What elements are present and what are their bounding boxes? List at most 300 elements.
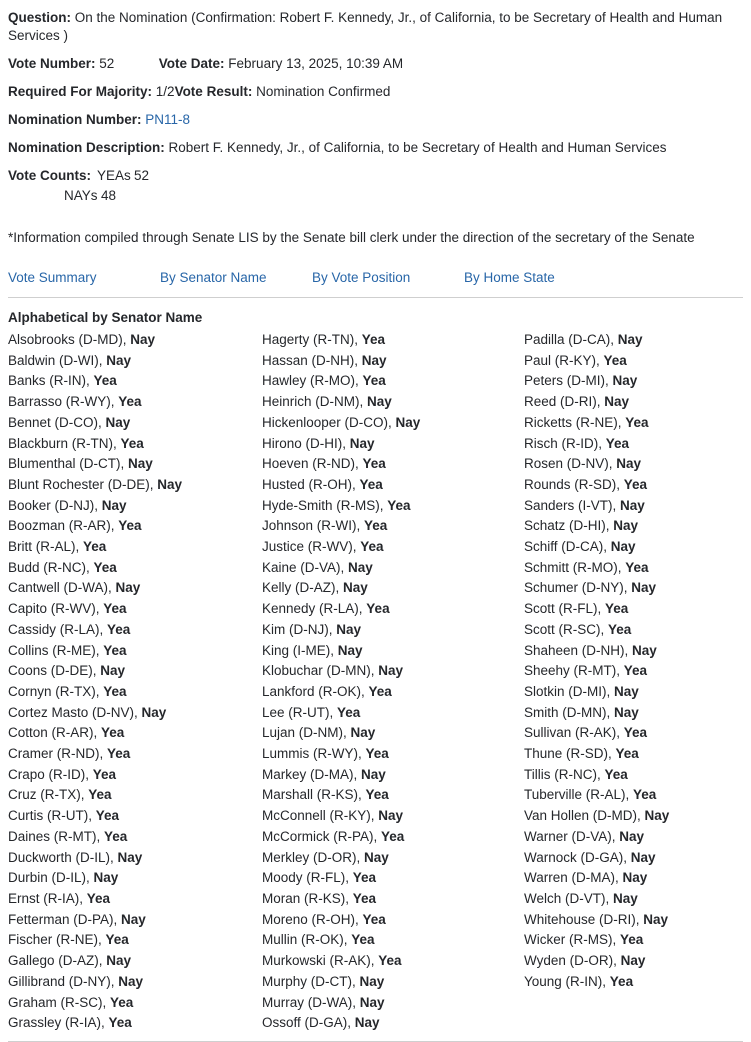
senator-name: Cramer (R-ND), xyxy=(8,746,107,762)
senator-entry xyxy=(262,330,524,351)
senator-entry xyxy=(262,868,524,889)
senator-entry xyxy=(524,744,743,765)
senator-name: Peters (D-MI), xyxy=(524,373,613,389)
senator-name: Cantwell (D-WA), xyxy=(8,580,116,596)
senator-name: Heinrich (D-NM), xyxy=(262,394,368,410)
senator-entry xyxy=(8,972,262,993)
senator-name: Schiff (D-CA), xyxy=(524,539,611,555)
senator-name: McCormick (R-PA), xyxy=(262,828,381,844)
senator-name: Boozman (R-AR), xyxy=(8,518,119,534)
senator-entry xyxy=(524,413,743,434)
vote-result-label: Vote Result: xyxy=(174,84,253,99)
senator-name: Crapo (R-ID), xyxy=(8,766,93,782)
senator-name: Wicker (R-MS), xyxy=(524,932,620,948)
senator-vote: Yea xyxy=(105,932,129,948)
senator-entry xyxy=(262,889,524,910)
senator-name: Sheehy (R-MT), xyxy=(524,663,624,679)
senator-entry xyxy=(524,682,743,703)
senator-vote: Yea xyxy=(107,746,131,762)
senator-name: Kim (D-NJ), xyxy=(262,621,337,637)
senator-vote: Nay xyxy=(361,766,386,782)
senator-entry xyxy=(524,661,743,682)
senator-name: Schatz (D-HI), xyxy=(524,518,614,534)
senator-name: Markey (D-MA), xyxy=(262,766,361,782)
senator-entry xyxy=(8,827,262,848)
senator-name: Schumer (D-NY), xyxy=(524,580,632,596)
senator-name: Blunt Rochester (D-DE), xyxy=(8,476,158,492)
senator-name: Alsobrooks (D-MD), xyxy=(8,332,131,347)
senator-entry xyxy=(262,703,524,724)
senator-entry xyxy=(8,951,262,972)
senator-vote: Yea xyxy=(378,953,402,969)
senator-entry xyxy=(524,351,743,372)
senator-vote: Nay xyxy=(361,352,387,368)
senator-vote: Nay xyxy=(612,373,638,389)
yeas-label: YEAs xyxy=(97,168,131,183)
senator-vote: Yea xyxy=(107,621,131,637)
senator-entry xyxy=(262,351,524,372)
vote-date-value: February 13, 2025, 10:39 AM xyxy=(228,56,404,71)
senator-name: Tuberville (R-AL), xyxy=(524,787,634,803)
navcell-vote-summary xyxy=(8,269,160,287)
senator-entry xyxy=(262,765,524,786)
senator-entry xyxy=(262,599,524,620)
senator-name: Banks (R-IN), xyxy=(8,373,94,389)
senator-vote: Nay xyxy=(141,704,167,720)
senator-entry xyxy=(262,434,524,455)
senator-name: Hoeven (R-ND), xyxy=(262,456,363,472)
senator-vote: Nay xyxy=(616,456,642,472)
senator-vote: Yea xyxy=(362,373,386,389)
senator-vote: Yea xyxy=(103,683,127,699)
lis-footnote: *Information compiled through Senate LIS by the Senate bill clerk under the direction of the secretary of the Senate xyxy=(8,230,695,245)
nomination-number-label: Nomination Number: xyxy=(8,112,142,127)
senator-vote: Nay xyxy=(337,642,363,658)
senator-name: Fischer (R-NE), xyxy=(8,932,106,948)
senator-vote: Nay xyxy=(343,580,368,596)
senator-entry xyxy=(8,703,262,724)
senator-name: Wyden (D-OR), xyxy=(524,953,621,969)
senator-vote: Nay xyxy=(622,870,648,886)
senator-entry xyxy=(8,1013,262,1034)
senator-name: McConnell (R-KY), xyxy=(262,808,379,824)
senator-name: Padilla (D-CA), xyxy=(524,332,618,347)
senator-name: Ricketts (R-NE), xyxy=(524,414,626,430)
senator-vote: Yea xyxy=(364,518,388,534)
senator-name: Britt (R-AL), xyxy=(8,539,84,555)
senator-entry xyxy=(524,972,743,993)
senator-entry xyxy=(262,516,524,537)
senator-name: Duckworth (D-IL), xyxy=(8,849,118,865)
senator-vote: Nay xyxy=(359,994,385,1010)
senator-vote: Yea xyxy=(365,746,389,762)
senator-vote: Yea xyxy=(619,932,644,948)
senator-entry xyxy=(8,475,262,496)
senator-vote: Nay xyxy=(349,435,375,451)
navcell-by-vote-position xyxy=(312,269,464,287)
senator-name: Barrasso (R-WY), xyxy=(8,394,119,410)
senator-entry xyxy=(524,930,743,951)
senator-vote: Yea xyxy=(103,601,127,617)
senator-entry xyxy=(262,848,524,869)
senator-entry xyxy=(262,682,524,703)
nomination-number-link[interactable]: PN11-8 xyxy=(145,112,191,127)
senator-name: Whitehouse (D-RI), xyxy=(524,911,644,927)
senator-vote: Yea xyxy=(365,787,389,803)
senator-entry xyxy=(524,951,743,972)
senator-name: Sullivan (R-AK), xyxy=(524,725,624,741)
senator-entry xyxy=(524,371,743,392)
senator-name: Warnock (D-GA), xyxy=(524,849,631,865)
senator-name: Bennet (D-CO), xyxy=(8,414,106,430)
senator-vote: Yea xyxy=(103,642,127,658)
senator-vote: Yea xyxy=(361,332,386,347)
senator-name: Murray (D-WA), xyxy=(262,994,360,1010)
senator-vote: Yea xyxy=(615,746,639,762)
senator-entry xyxy=(8,848,262,869)
senator-vote: Yea xyxy=(95,808,120,824)
senator-vote: Yea xyxy=(110,994,134,1010)
senator-vote: Yea xyxy=(352,890,377,906)
senator-vote: Yea xyxy=(603,352,627,368)
senator-vote: Nay xyxy=(105,414,131,430)
senator-vote: Yea xyxy=(623,725,648,741)
vote-summary-link[interactable]: Vote Summary xyxy=(8,270,97,285)
senator-entry xyxy=(8,351,262,372)
senator-entry xyxy=(262,1013,524,1034)
senator-entry xyxy=(8,785,262,806)
senator-entry xyxy=(8,806,262,827)
senator-entry xyxy=(8,537,262,558)
senator-name: Lankford (R-OK), xyxy=(262,683,369,699)
senator-entry xyxy=(8,993,262,1014)
senator-name: Grassley (R-IA), xyxy=(8,1015,109,1031)
senator-vote: Nay xyxy=(613,890,638,906)
vote-number-label: Vote Number: xyxy=(8,56,96,71)
senator-entry xyxy=(8,330,262,351)
vote-number-date-row xyxy=(8,55,743,73)
senator-name: Cortez Masto (D-NV), xyxy=(8,704,142,720)
senator-vote: Nay xyxy=(117,849,143,865)
senator-vote: Nay xyxy=(378,663,404,679)
navcell-by-senator-name xyxy=(160,269,312,287)
senator-name: Scott (R-FL), xyxy=(524,601,606,617)
senator-name: Paul (R-KY), xyxy=(524,352,604,368)
senator-name: Budd (R-NC), xyxy=(8,559,94,575)
senator-entry xyxy=(524,806,743,827)
senator-entry xyxy=(262,806,524,827)
senator-vote: Nay xyxy=(128,456,153,472)
senator-name: Klobuchar (D-MN), xyxy=(262,663,379,679)
senator-entry xyxy=(8,723,262,744)
vote-number-value: 52 xyxy=(99,56,115,71)
senator-vote: Yea xyxy=(86,890,111,906)
senator-entry xyxy=(262,951,524,972)
vote-counts-yeas-row xyxy=(8,167,743,185)
senator-vote: Nay xyxy=(632,642,657,658)
senator-vote: Yea xyxy=(104,828,128,844)
senator-name: Reed (D-RI), xyxy=(524,394,605,410)
nomination-description-row xyxy=(8,139,743,157)
senator-entry xyxy=(262,993,524,1014)
senator-entry xyxy=(524,434,743,455)
senator-entry xyxy=(524,516,743,537)
senator-vote: Yea xyxy=(623,663,648,679)
senator-entry xyxy=(262,972,524,993)
senator-vote: Yea xyxy=(609,973,634,989)
senator-name: Hyde-Smith (R-MS), xyxy=(262,497,388,513)
senator-vote: Yea xyxy=(362,911,386,927)
senator-name: Murkowski (R-AK), xyxy=(262,953,379,969)
senator-vote: Yea xyxy=(351,932,375,948)
senator-vote: Yea xyxy=(387,497,411,513)
yeas-count: 52 xyxy=(134,168,150,183)
senator-name: Slotkin (D-MI), xyxy=(524,683,615,699)
senator-name: Moody (R-FL), xyxy=(262,870,353,886)
senator-column-1 xyxy=(8,330,262,1034)
senator-entry xyxy=(262,827,524,848)
senator-name: Moreno (R-OH), xyxy=(262,911,363,927)
senator-vote: Nay xyxy=(115,580,141,596)
senator-entry xyxy=(262,661,524,682)
senator-vote: Nay xyxy=(336,621,362,637)
senator-entry xyxy=(8,765,262,786)
nays-count: 48 xyxy=(101,188,117,203)
senator-vote: Yea xyxy=(608,621,632,637)
by-home-state-link[interactable]: By Home State xyxy=(464,270,555,285)
senator-vote: Yea xyxy=(605,435,630,451)
senator-entry xyxy=(262,496,524,517)
senator-vote: Nay xyxy=(631,580,657,596)
senator-vote: Yea xyxy=(83,539,107,555)
senator-name: Kennedy (R-LA), xyxy=(262,601,367,617)
senator-entry xyxy=(8,454,262,475)
senator-vote: Yea xyxy=(101,725,125,741)
senator-vote: Nay xyxy=(364,849,389,865)
senator-name: Durbin (D-IL), xyxy=(8,870,94,886)
senator-vote: Yea xyxy=(337,704,361,720)
senator-vote-list xyxy=(8,330,743,1034)
senator-name: Cornyn (R-TX), xyxy=(8,683,104,699)
senator-entry xyxy=(262,392,524,413)
senator-entry xyxy=(8,413,262,434)
senator-entry xyxy=(524,723,743,744)
senator-entry xyxy=(8,661,262,682)
senator-entry xyxy=(262,723,524,744)
navcell-by-home-state xyxy=(464,269,555,287)
senator-vote: Nay xyxy=(610,539,636,555)
senator-entry xyxy=(8,682,262,703)
senator-entry xyxy=(524,475,743,496)
senator-name: Capito (R-WV), xyxy=(8,601,104,617)
senator-name: Kaine (D-VA), xyxy=(262,559,349,575)
senator-vote: Nay xyxy=(106,953,132,969)
senator-name: Lummis (R-WY), xyxy=(262,746,366,762)
senator-name: Fetterman (D-PA), xyxy=(8,911,122,927)
senator-entry xyxy=(524,620,743,641)
senator-column-2 xyxy=(262,330,524,1034)
senator-name: Cotton (R-AR), xyxy=(8,725,102,741)
senator-entry xyxy=(524,785,743,806)
senator-vote: Nay xyxy=(354,1015,380,1031)
senator-entry xyxy=(8,744,262,765)
senator-name: Booker (D-NJ), xyxy=(8,497,102,513)
senator-vote: Yea xyxy=(368,683,392,699)
senator-vote: Nay xyxy=(620,497,645,513)
senator-entry xyxy=(262,537,524,558)
senator-entry xyxy=(524,703,743,724)
senator-entry xyxy=(8,516,262,537)
senator-vote: Yea xyxy=(88,787,112,803)
senator-column-3 xyxy=(524,330,743,993)
senator-entry xyxy=(524,392,743,413)
senator-entry xyxy=(262,558,524,579)
senator-entry xyxy=(524,848,743,869)
senator-name: Blackburn (R-TN), xyxy=(8,435,121,451)
senator-entry xyxy=(524,578,743,599)
senator-name: Rounds (R-SD), xyxy=(524,476,624,492)
nomination-number-row xyxy=(8,111,743,129)
senator-vote: Nay xyxy=(93,870,119,886)
senator-entry xyxy=(524,910,743,931)
senator-name: Mullin (R-OK), xyxy=(262,932,352,948)
vote-counts-block xyxy=(8,167,743,205)
senator-name: Sanders (I-VT), xyxy=(524,497,621,513)
senator-entry xyxy=(8,620,262,641)
required-result-row xyxy=(8,83,743,101)
senator-name: Warner (D-VA), xyxy=(524,828,620,844)
senator-name: Hagerty (R-TN), xyxy=(262,332,362,347)
senator-entry xyxy=(8,392,262,413)
senator-entry xyxy=(8,558,262,579)
vote-counts-label: Vote Counts: xyxy=(8,168,91,183)
senator-name: Marshall (R-KS), xyxy=(262,787,366,803)
senator-vote: Nay xyxy=(359,973,385,989)
senator-entry xyxy=(524,827,743,848)
list-heading: Alphabetical by Senator Name xyxy=(8,310,203,325)
senator-name: Warren (D-MA), xyxy=(524,870,623,886)
senator-name: Smith (D-MN), xyxy=(524,704,614,720)
senator-name: Merkley (D-OR), xyxy=(262,849,364,865)
senator-vote: Yea xyxy=(625,559,649,575)
senator-vote: Yea xyxy=(360,539,384,555)
senator-name: Johnson (R-WI), xyxy=(262,518,365,534)
senator-name: Gallego (D-AZ), xyxy=(8,953,107,969)
vote-date-label: Vote Date: xyxy=(158,56,225,71)
senator-vote: Yea xyxy=(93,373,117,389)
nomination-description-text: Robert F. Kennedy, Jr., of California, to be Secretary of Health and Human Services xyxy=(168,140,667,155)
senator-name: Murphy (D-CT), xyxy=(262,973,360,989)
senator-name: Schmitt (R-MO), xyxy=(524,559,626,575)
by-vote-position-link[interactable]: By Vote Position xyxy=(312,270,411,285)
senator-vote: Nay xyxy=(614,704,639,720)
senator-name: Hawley (R-MO), xyxy=(262,373,363,389)
senator-vote: Nay xyxy=(367,394,392,410)
senator-name: Lujan (D-NM), xyxy=(262,725,351,741)
senator-vote: Nay xyxy=(101,497,127,513)
senator-entry xyxy=(262,454,524,475)
senator-vote: Yea xyxy=(633,787,657,803)
senator-vote: Yea xyxy=(120,435,144,451)
senator-vote: Nay xyxy=(395,414,421,430)
senator-vote: Yea xyxy=(605,601,629,617)
senator-vote: Nay xyxy=(350,725,376,741)
senator-entry xyxy=(262,930,524,951)
senator-entry xyxy=(8,434,262,455)
senator-entry xyxy=(524,765,743,786)
senator-name: Coons (D-DE), xyxy=(8,663,101,679)
senator-name: Moran (R-KS), xyxy=(262,890,353,906)
senator-name: Risch (R-ID), xyxy=(524,435,606,451)
senator-name: Hassan (D-NH), xyxy=(262,352,362,368)
senator-vote: Yea xyxy=(604,766,628,782)
senator-entry xyxy=(8,889,262,910)
senator-vote: Nay xyxy=(644,808,670,824)
senator-vote: Nay xyxy=(157,476,183,492)
senator-name: Cassidy (R-LA), xyxy=(8,621,108,637)
senator-name: Gillibrand (D-NY), xyxy=(8,973,119,989)
senator-name: Van Hollen (D-MD), xyxy=(524,808,645,824)
senator-name: Thune (R-SD), xyxy=(524,746,616,762)
senator-name: Ossoff (D-GA), xyxy=(262,1015,355,1031)
senator-vote: Nay xyxy=(348,559,373,575)
senator-entry xyxy=(262,785,524,806)
senator-entry xyxy=(262,578,524,599)
senator-vote: Yea xyxy=(362,456,386,472)
senator-name: King (I-ME), xyxy=(262,642,338,658)
senator-vote: Nay xyxy=(630,849,656,865)
senator-entry xyxy=(262,413,524,434)
required-majority-label: Required For Majority: xyxy=(8,84,153,99)
nays-label: NAYs xyxy=(64,188,98,203)
senator-name: Kelly (D-AZ), xyxy=(262,580,343,596)
senator-name: Tillis (R-NC), xyxy=(524,766,605,782)
senator-entry xyxy=(262,620,524,641)
senator-name: Hirono (D-HI), xyxy=(262,435,350,451)
vote-result-value: Nomination Confirmed xyxy=(256,84,391,99)
senator-name: Hickenlooper (D-CO), xyxy=(262,414,396,430)
senator-vote: Yea xyxy=(93,559,117,575)
senator-name: Ernst (R-IA), xyxy=(8,890,87,906)
senator-name: Collins (R-ME), xyxy=(8,642,104,658)
senator-name: Daines (R-MT), xyxy=(8,828,105,844)
question-row xyxy=(8,9,743,45)
senator-name: Blumenthal (D-CT), xyxy=(8,456,129,472)
senator-name: Scott (R-SC), xyxy=(524,621,609,637)
vote-nav-links xyxy=(8,269,743,298)
senator-name: Justice (R-WV), xyxy=(262,539,361,555)
senator-name: Lee (R-UT), xyxy=(262,704,338,720)
senator-entry xyxy=(8,910,262,931)
senator-entry xyxy=(8,930,262,951)
senator-vote: Yea xyxy=(366,601,390,617)
senator-entry xyxy=(524,889,743,910)
senator-vote: Nay xyxy=(118,973,144,989)
senator-entry xyxy=(524,599,743,620)
senator-vote: Yea xyxy=(118,394,142,410)
by-senator-name-link[interactable]: By Senator Name xyxy=(160,270,267,285)
senator-name: Rosen (D-NV), xyxy=(524,456,617,472)
question-text: On the Nomination (Confirmation: Robert F. Kennedy, Jr., of California, to be Secretary of Health and Human Services ) xyxy=(8,10,723,43)
senator-name: Graham (R-SC), xyxy=(8,994,111,1010)
senator-vote: Nay xyxy=(604,394,630,410)
senator-entry xyxy=(524,330,743,351)
senator-vote: Yea xyxy=(623,476,648,492)
senator-vote: Nay xyxy=(121,911,146,927)
senator-vote: Nay xyxy=(106,352,132,368)
senator-entry xyxy=(8,641,262,662)
senator-vote: Nay xyxy=(619,828,645,844)
